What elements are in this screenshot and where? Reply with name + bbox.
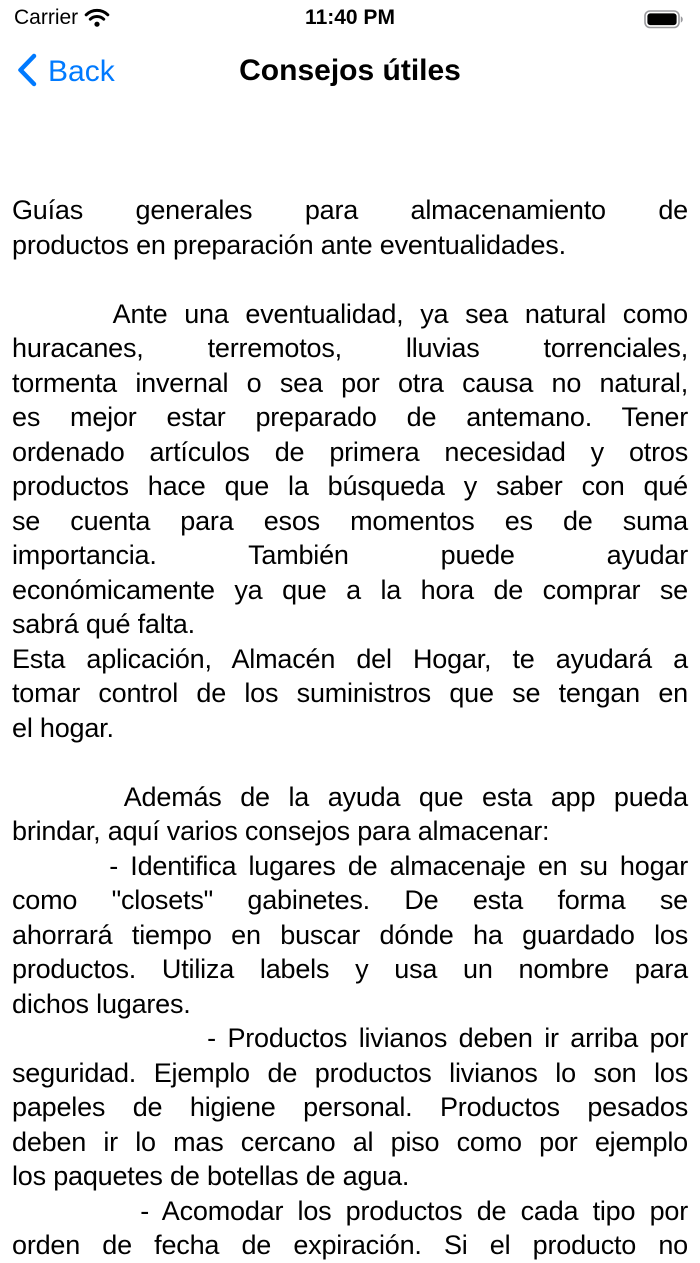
text-line: sabrá qué falta.: [12, 609, 195, 639]
text-line: productos en preparación ante eventualidades.: [12, 229, 566, 260]
chevron-left-icon: [16, 52, 38, 93]
back-button-label: Back: [48, 55, 115, 88]
text-line: brindar, aquí varios consejos para almacenar:: [12, 816, 550, 846]
text-line: seguridad. Ejemplo de productos livianos lo son los: [12, 1057, 688, 1088]
text-line: es mejor estar preparado de antemano. Tener: [12, 402, 688, 432]
text-line: - Productos livianos deben ir arriba por: [12, 1023, 688, 1053]
text-line: como "closets" gabinetes. De esta forma se: [12, 885, 688, 915]
back-button[interactable]: [16, 50, 115, 94]
text-line: papeles de higiene personal. Productos pesados: [12, 1092, 688, 1122]
text-line: el hogar.: [12, 712, 114, 743]
text-line: orden de fecha de expiración. Si el producto no: [12, 1230, 688, 1260]
text-line: importancia. También puede ayudar: [12, 540, 688, 570]
text-line: [12, 262, 688, 297]
text-line: tomar control de los suministros que se tengan en: [12, 678, 688, 708]
carrier-label: Carrier: [14, 6, 79, 29]
text-line: dichos lugares.: [12, 988, 191, 1019]
tips-text-view[interactable]: [12, 193, 688, 1260]
text-line: Esta aplicación, Almacén del Hogar, te ayudará a: [12, 643, 688, 674]
text-line: deben ir lo mas cercano al piso como por ejemplo: [12, 1126, 688, 1157]
text-line: productos hace que la búsqueda y saber con qué: [12, 471, 688, 501]
text-line: ahorrará tiempo en buscar dónde ha guardado los: [12, 919, 688, 950]
page-title: Consejos útiles: [239, 54, 461, 87]
status-bar: [0, 0, 700, 40]
text-line: - Identifica lugares de almacenaje en su hogar: [12, 850, 688, 881]
text-line: Ante una eventualidad, ya sea natural como: [12, 298, 688, 329]
text-line: tormenta invernal o sea por otra causa no natural,: [12, 367, 688, 398]
text-line: económicamente ya que a la hora de comprar se: [12, 574, 688, 605]
text-lines: [12, 193, 688, 1263]
time-label: 11:40 PM: [305, 6, 395, 29]
battery-icon: [644, 10, 684, 34]
text-line: se cuenta para esos momentos es de suma: [12, 505, 688, 536]
text-line: ordenado artículos de primera necesidad y otros: [12, 436, 688, 467]
text-line: huracanes, terremotos, lluvias torrenciales,: [12, 333, 688, 363]
text-line: [12, 745, 688, 780]
text-line: Guías generales para almacenamiento de: [12, 195, 688, 225]
text-line: los paquetes de botellas de agua.: [12, 1161, 410, 1191]
text-line: - Acomodar los productos de cada tipo por: [12, 1195, 688, 1226]
text-line: productos. Utiliza labels y usa un nombre para: [12, 954, 688, 984]
nav-bar: [0, 46, 700, 96]
text-line: Además de la ayuda que esta app pueda: [12, 781, 688, 812]
